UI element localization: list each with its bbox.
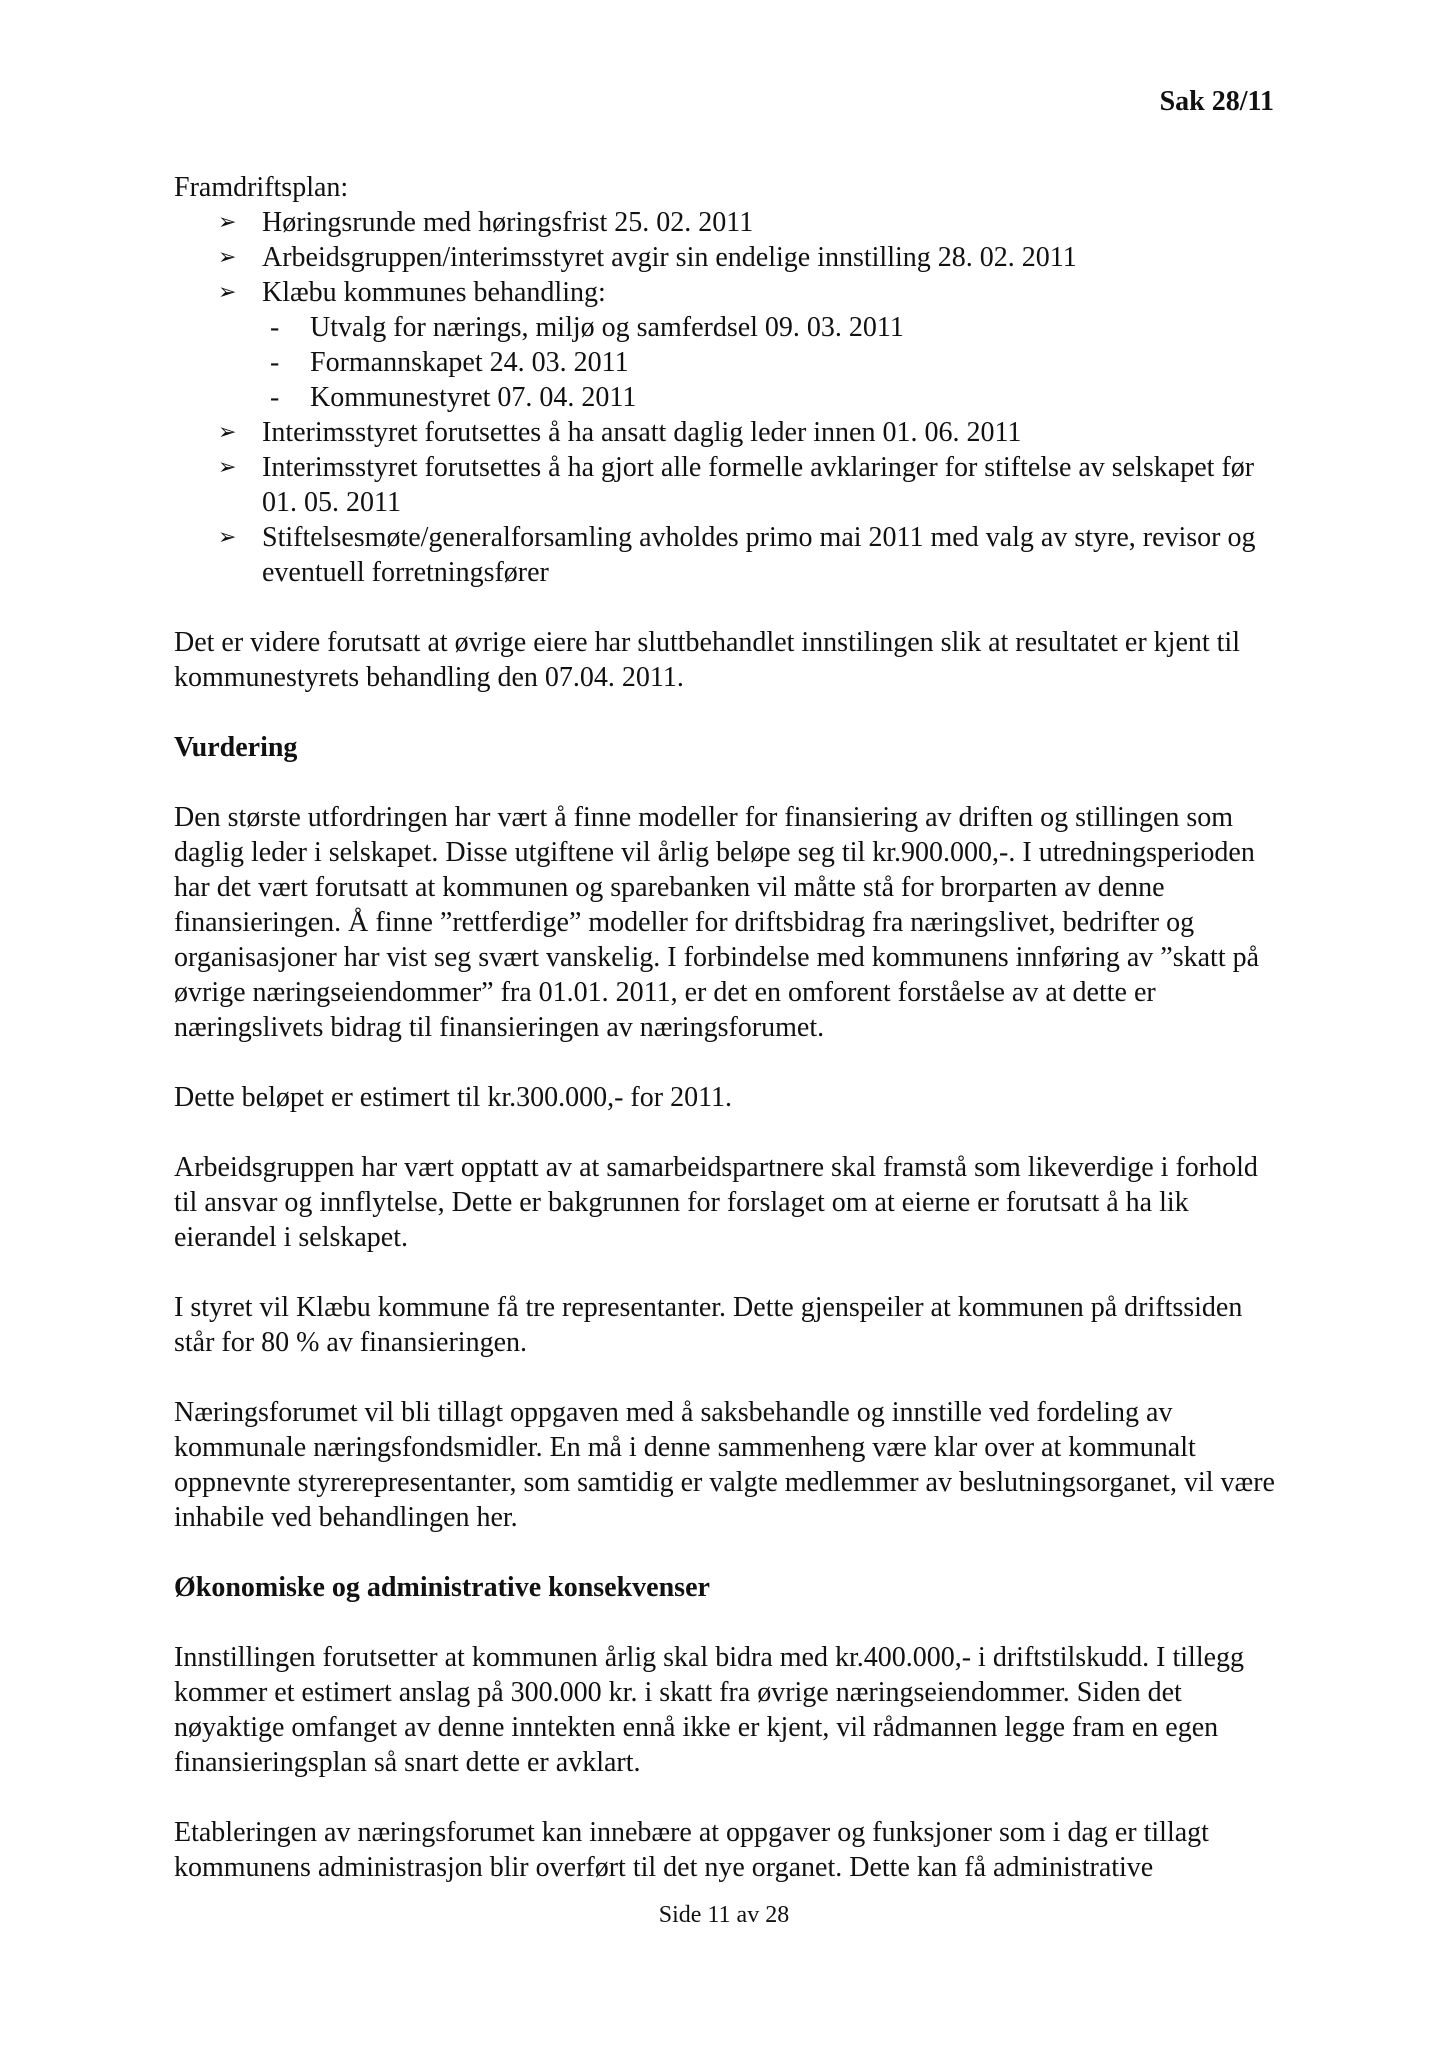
schedule-list [174, 205, 1284, 590]
dash-bullet: - [270, 347, 280, 378]
arrow-bullet-icon: ➢ [218, 280, 237, 305]
page-number: Side 11 av 28 [658, 1902, 790, 1928]
schedule-item-text: Interimsstyret forutsettes å ha gjort alle formelle avklaringer for stiftelse av selskapet før 01. 05. 2011 [262, 452, 1255, 518]
page-content [174, 170, 1284, 1885]
body-paragraph: Den største utfordringen har vært å finne modeller for finansiering av driften og stillingen som daglig leder i selskapet. Disse utgiftene vil årlig beløpe seg til kr.900.000,-. I utredningsperioden har det vært forutsatt at kommunen og sparebanken vil måtte stå for brorparten av denne finansieringen. Å finne ”rettferdige” modeller for driftsbidrag fra næringslivet, bedrifter og organisasjoner har vist seg svært vanskelig. I forbindelse med kommunens innføring av ”skatt på øvrige næringseiendommer” fra 01.01. 2011, er det en omforent forståelse av at dette er næringslivets bidrag til finansieringen av næringsforumet. [174, 802, 1260, 1043]
arrow-bullet-icon: ➢ [218, 420, 237, 445]
schedule-subitem-text: Kommunestyret 07. 04. 2011 [310, 382, 637, 413]
schedule-item-text: Stiftelsesmøte/generalforsamling avholdes primo mai 2011 med valg av styre, revisor og eventuell forretningsfører [262, 522, 1256, 588]
dash-bullet: - [270, 382, 280, 413]
body-paragraph: Innstillingen forutsetter at kommunen årlig skal bidra med kr.400.000,- i driftstilskudd. I tillegg kommer et estimert anslag på 300.000 kr. i skatt fra øvrige næringseiendommer. Siden det nøyaktige omfanget av denne inntekten ennå ikke er kjent, vil rådmannen legge fram en egen finansieringsplan så snart dette er avklart. [174, 1642, 1245, 1778]
schedule-item [174, 415, 1284, 450]
schedule-item-text: Klæbu kommunes behandling: [262, 277, 606, 308]
intro-paragraph: Det er videre forutsatt at øvrige eiere har sluttbehandlet innstilingen slik at resultatet er kjent til kommunestyrets behandling den 07.04. 2011. [174, 627, 1240, 693]
schedule-item [174, 450, 1284, 520]
schedule-subitem-text: Formannskapet 24. 03. 2011 [310, 347, 629, 378]
body-paragraph: Arbeidsgruppen har vært opptatt av at samarbeidspartnere skal framstå som likeverdige i forhold til ansvar og innflytelse, Dette er bakgrunnen for forslaget om at eierne er forutsatt å ha lik eierandel i selskapet. [174, 1152, 1258, 1253]
dash-bullet: - [270, 312, 280, 343]
body-paragraph: Dette beløpet er estimert til kr.300.000,- for 2011. [174, 1082, 733, 1113]
schedule-subitem [262, 345, 1284, 380]
case-reference: Sak 28/11 [1159, 86, 1274, 117]
schedule-item [174, 205, 1284, 240]
arrow-bullet-icon: ➢ [218, 245, 237, 270]
schedule-item [174, 275, 1284, 415]
arrow-bullet-icon: ➢ [218, 525, 237, 550]
schedule-item-text: Arbeidsgruppen/interimsstyret avgir sin endelige innstilling 28. 02. 2011 [262, 242, 1077, 273]
schedule-item [174, 520, 1284, 590]
schedule-item-text: Høringsrunde med høringsfrist 25. 02. 2011 [262, 207, 754, 238]
body-paragraph: I styret vil Klæbu kommune få tre representanter. Dette gjenspeiler at kommunen på driftssiden står for 80 % av finansieringen. [174, 1292, 1243, 1358]
schedule-subitem [262, 310, 1284, 345]
section-heading-vurdering: Vurdering [174, 732, 298, 763]
schedule-subitem [262, 380, 1284, 415]
section-heading-okonomi: Økonomiske og administrative konsekvenser [174, 1572, 710, 1603]
body-paragraph: Næringsforumet vil bli tillagt oppgaven med å saksbehandle og innstille ved fordeling av kommunale næringsfondsmidler. En må i denne sammenheng være klar over at kommunalt oppnevnte styrerepresentanter, som samtidig er valgte medlemmer av beslutningsorganet, vil være inhabile ved behandlingen her. [174, 1397, 1275, 1533]
schedule-sublist [262, 310, 1284, 415]
schedule-item-text: Interimsstyret forutsettes å ha ansatt daglig leder innen 01. 06. 2011 [262, 417, 1022, 448]
schedule-title: Framdriftsplan: [174, 172, 349, 203]
arrow-bullet-icon: ➢ [218, 455, 237, 480]
body-paragraph: Etableringen av næringsforumet kan innebære at oppgaver og funksjoner som i dag er tillagt kommunens administrasjon blir overført til det nye organet. Dette kan få administrative [174, 1817, 1209, 1883]
arrow-bullet-icon: ➢ [218, 210, 237, 235]
schedule-subitem-text: Utvalg for nærings, miljø og samferdsel 09. 03. 2011 [310, 312, 904, 343]
schedule-item [174, 240, 1284, 275]
